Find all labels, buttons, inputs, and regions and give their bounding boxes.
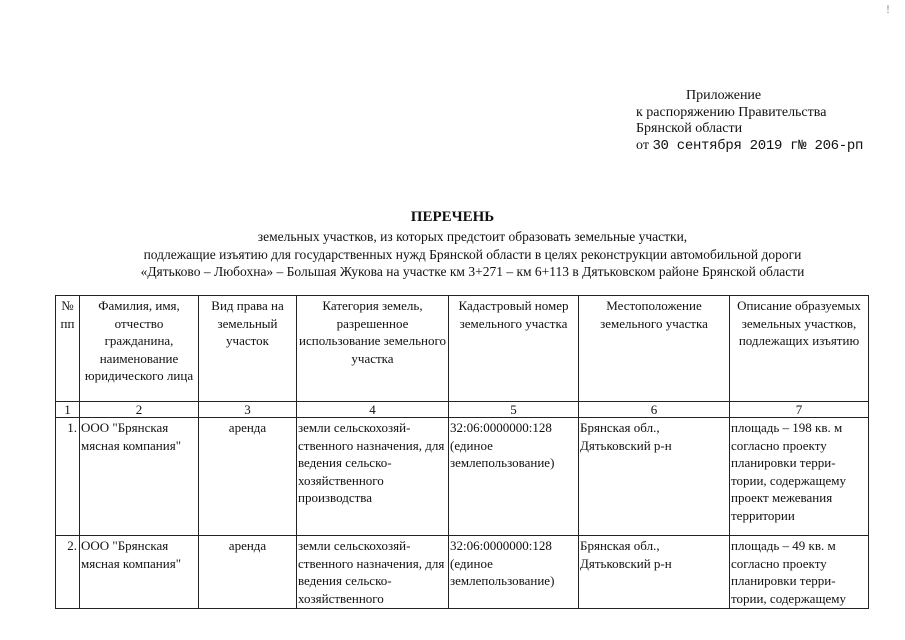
column-number: 6 xyxy=(579,402,730,418)
appendix-line-2: к распоряжению Правительства xyxy=(636,104,827,120)
table-header-row xyxy=(56,296,869,402)
column-number: 5 xyxy=(449,402,579,418)
row-num: 2. xyxy=(56,536,80,609)
row-name: ООО "Брянская мясная компания" xyxy=(80,418,199,536)
appendix-date xyxy=(636,138,896,155)
row-cadastral: 32:06:0000000:128 (единое землепользование) xyxy=(449,418,579,536)
column-number-row xyxy=(56,402,869,418)
header-location: Местоположение земельного участка xyxy=(579,296,730,402)
row-num: 1. xyxy=(56,418,80,536)
header-num: № пп xyxy=(56,296,80,402)
header-right: Вид права на земельный участок xyxy=(199,296,297,402)
appendix-header xyxy=(636,88,896,154)
row-cadastral: 32:06:0000000:128 (единое землепользование) xyxy=(449,536,579,609)
header-name: Фамилия, имя, отчество гражданина, наименование юридического лица xyxy=(80,296,199,402)
header-cadastral: Кадастровый номер земельного участка xyxy=(449,296,579,402)
row-description: площадь – 49 кв. м согласно проекту планировки терри-тории, содержащему xyxy=(730,536,869,609)
table-row xyxy=(56,536,869,609)
appendix-title: Приложение xyxy=(686,88,762,103)
document-title: ПЕРЕЧЕНЬ xyxy=(410,209,495,225)
row-right: аренда xyxy=(199,536,297,609)
row-name: ООО "Брянская мясная компания" xyxy=(80,536,199,609)
row-location: Брянская обл., Дятьковский р-н xyxy=(579,418,730,536)
column-number: 4 xyxy=(297,402,449,418)
corner-mark: ! xyxy=(886,2,890,16)
subtitle-line-2: подлежащие изъятию для государственных нужд Брянской области в целях реконструкции автомобильной дороги xyxy=(143,246,802,262)
header-description: Описание образуемых земельных участков, подлежащих изъятию xyxy=(730,296,869,402)
column-number: 3 xyxy=(199,402,297,418)
row-location: Брянская обл., Дятьковский р-н xyxy=(579,536,730,609)
row-category: земли сельскохозяй-ственного назначения, для ведения сельско-хозяйственного производства xyxy=(297,418,449,536)
column-number: 1 xyxy=(56,402,80,418)
header-category: Категория земель, разрешенное использование земельного участка xyxy=(297,296,449,402)
document-subtitle xyxy=(0,228,905,281)
row-right: аренда xyxy=(199,418,297,536)
row-description: площадь – 198 кв. м согласно проекту планировки терри-тории, содержащему проект межевания территории xyxy=(730,418,869,536)
table-row xyxy=(56,418,869,536)
subtitle-line-3: «Дятьково – Любохна» – Большая Жукова на участке км 3+271 – км 6+113 в Дятьковском районе Брянской области xyxy=(140,264,805,279)
subtitle-line-1: земельных участков, из которых предстоит образовать земельные участки, xyxy=(257,229,688,244)
column-number: 7 xyxy=(730,402,869,418)
land-plots-table xyxy=(55,295,869,609)
appendix-line-3: Брянской области xyxy=(636,121,743,136)
date-prefix: от xyxy=(636,137,649,153)
date-stamp: 30 сентября 2019 г№ 206-рп xyxy=(652,137,864,154)
column-number: 2 xyxy=(80,402,199,418)
row-category: земли сельскохозяй-ственного назначения, для ведения сельско-хозяйственного xyxy=(297,536,449,609)
